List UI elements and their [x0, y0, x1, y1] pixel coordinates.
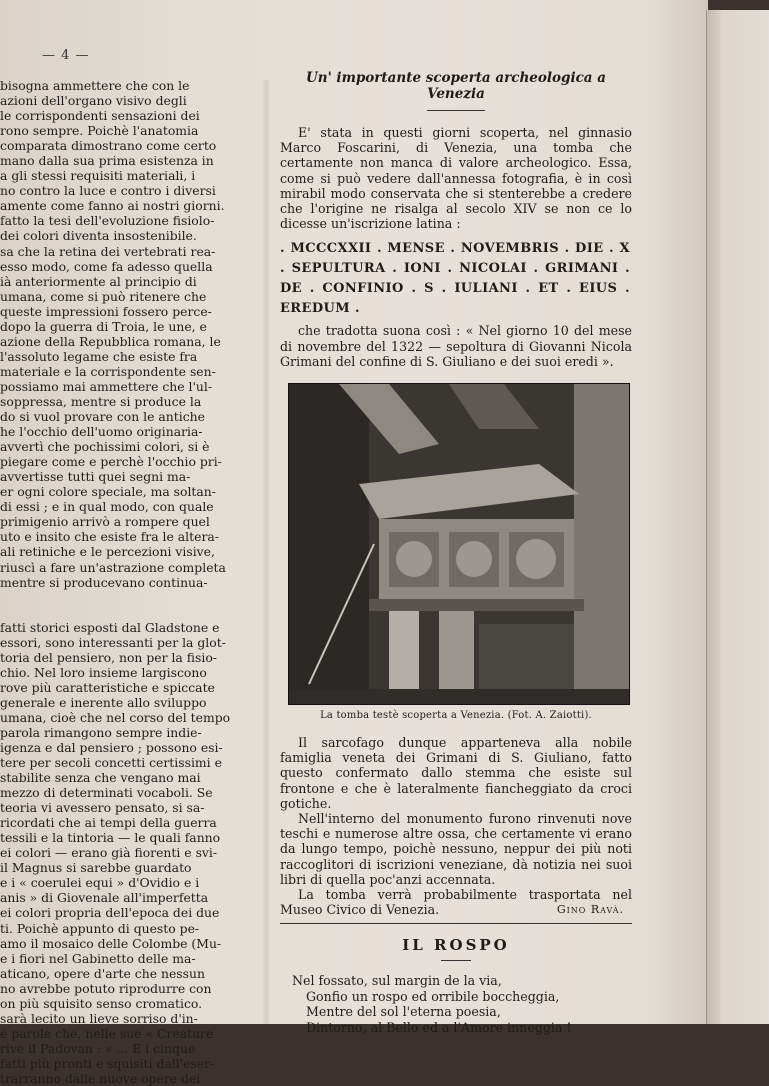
column-line: l'assoluto legame che esiste fra — [0, 348, 198, 364]
column-line: igenza e dal pensiero ; possono esi- — [0, 739, 223, 755]
article-title: Un' importante scoperta archeologica a Venezia — [306, 70, 606, 102]
page-number: — 4 — — [42, 48, 90, 63]
column-line: ali retiniche e le percezioni visive, — [0, 544, 215, 560]
column-line: esso modo, come fa adesso quella — [0, 258, 213, 274]
column-line: tere per secoli concetti certissimi e — [0, 755, 222, 771]
column-line: no avrebbe potuto riprodurre con — [0, 980, 212, 996]
column-line: toria del pensiero, non per la fisio- — [0, 649, 217, 665]
column-line: stabilite senza che vengano mai — [0, 770, 201, 786]
article-column — [280, 70, 632, 1035]
article-intro: E' stata in questi giorni scoperta, nel ginnasio Marco Foscarini, di Venezia, una tomba che certamente non manca di valore archeologico. Essa, come si può vedere dall'annessa fotografia, è in così mirabil modo conservata che si stenterebbe a credere che l'origine ne risalga al secolo XIV se non ce lo dicesse un'iscrizione latina : — [280, 125, 632, 232]
poem-title: IL ROSPO — [402, 936, 510, 955]
column-line: mezzo di determinati vocaboli. Se — [0, 785, 213, 801]
column-line: tessili e la tintoria — le quali fanno — [0, 830, 221, 846]
column-line: queste impressioni fossero perce- — [0, 303, 212, 319]
article-body-1: Il sarcofago dunque apparteneva alla nobile famiglia veneta dei Grimani di S. Giuliano, fatto questo confermato dallo stemma che esiste sul frontone e che è lateralmente fiancheggiato da croci gotiche. — [280, 735, 632, 811]
column-line: generale e inerente allo sviluppo — [0, 694, 207, 710]
page-crease — [262, 80, 270, 1024]
column-line: avvertisse tutti quei segni ma- — [0, 469, 191, 485]
column-line: umana, come si può ritenere che — [0, 288, 207, 304]
column-line: comparata dimostrano come certo — [0, 138, 217, 154]
column-line: uto e insito che esiste fra le altera- — [0, 529, 219, 545]
column-line: rove più caratteristiche e spiccate — [0, 679, 215, 695]
column-line: a gli stessi requisiti materiali, i — [0, 168, 196, 184]
tomb-photo-illustration — [289, 384, 629, 704]
tomb-photograph — [288, 383, 630, 705]
article-author: Gino Ravà. — [556, 903, 624, 917]
column-line: materiale e la corrispondente sen- — [0, 363, 216, 379]
column-line: bisogna ammettere che con le — [0, 78, 190, 93]
column-line: mano dalla sua prima esistenza in — [0, 153, 214, 169]
photo-caption: La tomba testè scoperta a Venezia. (Fot. A. Zaiotti). — [320, 710, 592, 722]
poem-text — [292, 973, 632, 1035]
column-line: ei colori — erano già fiorenti e svi- — [0, 845, 218, 861]
column-line: sa che la retina dei vertebrati rea- — [0, 243, 216, 259]
column-line: amente come fanno ai nostri giorni. — [0, 198, 225, 214]
column-line: ti. Poichè appunto di questo pe- — [0, 920, 200, 936]
column-gap — [0, 590, 258, 620]
column-line: he l'occhio dell'uomo originaria- — [0, 424, 203, 440]
column-line: anis » di Giovenale all'imperfetta — [0, 890, 209, 906]
column-line: teoria vi avessero pensato, si sa- — [0, 800, 205, 816]
column-line: e i fiori nel Gabinetto delle ma- — [0, 950, 196, 966]
left-column-block-2 — [0, 620, 258, 1086]
column-line: er ogni colore speciale, ma soltan- — [0, 484, 216, 500]
column-line: chio. Nel loro insieme largiscono — [0, 664, 207, 680]
column-line: soppressa, mentre si produce la — [0, 393, 202, 409]
column-line: rono sempre. Poichè l'anatomia — [0, 123, 199, 139]
poem-line: Nel fossato, sul margin de la via, — [292, 973, 502, 989]
column-line: azione della Repubblica romana, le — [0, 333, 221, 349]
column-line: ricordati che ai tempi della guerra — [0, 815, 217, 831]
column-line: aticano, opere d'arte che nessun — [0, 965, 205, 981]
column-line: avvertì che pochissimi colori, si è — [0, 439, 210, 455]
column-line: mentre si producevano continua- — [0, 574, 208, 590]
column-line: trarranno dalle nuove opere dei — [0, 1071, 201, 1086]
poem-title-rule — [441, 960, 471, 961]
article-body-3-text: La tomba verrà probabilmente trasportata nel Museo Civico di Venezia. — [280, 887, 632, 918]
column-line: dei colori diventa insostenibile. — [0, 228, 197, 244]
column-line: umana, cioè che nel corso del tempo — [0, 709, 231, 725]
article-translation: che tradotta suona così : « Nel giorno 10 del mese di novembre del 1322 — sepoltura di Giovanni Nicola Grimani del confine di S. Giuliano e dei suoi eredi ». — [280, 323, 632, 369]
column-line: on più squisito senso cromatico. — [0, 995, 203, 1011]
left-column-text — [0, 78, 258, 1086]
column-line: essori, sono interessanti per la glot- — [0, 634, 226, 650]
column-line: ià anteriormente al principio di — [0, 273, 197, 289]
column-line: fatti storici esposti dal Gladstone e — [0, 619, 220, 635]
column-line: e i « coerulei equi » d'Ovidio e i — [0, 875, 200, 891]
column-line: e parole che, nelle sue « Creature — [0, 1025, 214, 1041]
column-line: sarà lecito un lieve sorriso d'in- — [0, 1010, 198, 1026]
column-line: ei colori propria dell'epoca dei due — [0, 905, 220, 921]
column-line: il Magnus si sarebbe guardato — [0, 860, 192, 876]
column-line: di essi ; e in qual modo, con quale — [0, 499, 214, 515]
column-line: azioni dell'organo visivo degli — [0, 93, 187, 109]
column-line: fatti più pronti e squisiti dall'eser- — [0, 1055, 215, 1071]
title-rule — [427, 110, 485, 111]
latin-inscription: . MCCCXXII . MENSE . NOVEMBRIS . DIE . X . SEPULTURA . IONI . NICOLAI . GRIMANI . DE . CONFINIO . S . IULIANI . ET . EIUS . EREDUM . — [280, 241, 630, 317]
column-line: fatto la tesi dell'evoluzione fisiolo- — [0, 213, 215, 229]
poem-line: Dintorno, al Bello ed a l'Amore inneggia ! — [306, 1019, 572, 1035]
article-body-3 — [280, 887, 632, 917]
column-line: dopo la guerra di Troia, le une, e — [0, 318, 207, 334]
left-column-block-1 — [0, 78, 258, 590]
column-line: primigenio arrivò a rompere quel — [0, 514, 210, 530]
column-line: no contro la luce e contro i diversi — [0, 183, 216, 199]
poem-line: Mentre del sol l'eterna poesia, — [306, 1004, 501, 1020]
article-body-2: Nell'interno del monumento furono rinvenuti nove teschi e numerose altre ossa, che certamente vi erano da lungo tempo, poichè nessuno, neppur dei più noti raccoglitori di iscrizioni veneziane, dà notizia nei suoi libri di quella poc'anzi accennata. — [280, 811, 632, 887]
column-line: amo il mosaico delle Colombe (Mu- — [0, 935, 222, 951]
section-divider — [280, 923, 632, 924]
poem-line: Gonfio un rospo ed orribile boccheggia, — [306, 988, 560, 1004]
column-line: piegare come e perchè l'occhio pri- — [0, 454, 222, 470]
column-line: possiamo mai ammettere che l'ul- — [0, 378, 213, 394]
column-line: do si vuol provare con le antiche — [0, 409, 205, 425]
column-line: le corrispondenti sensazioni dei — [0, 108, 200, 124]
column-line: parola rimangono sempre indie- — [0, 724, 202, 740]
column-line: rive il Padovan : « ... E i cinque — [0, 1040, 196, 1056]
column-line: riuscì a fare un'astrazione completa — [0, 559, 226, 575]
next-page-edge — [706, 10, 769, 1024]
